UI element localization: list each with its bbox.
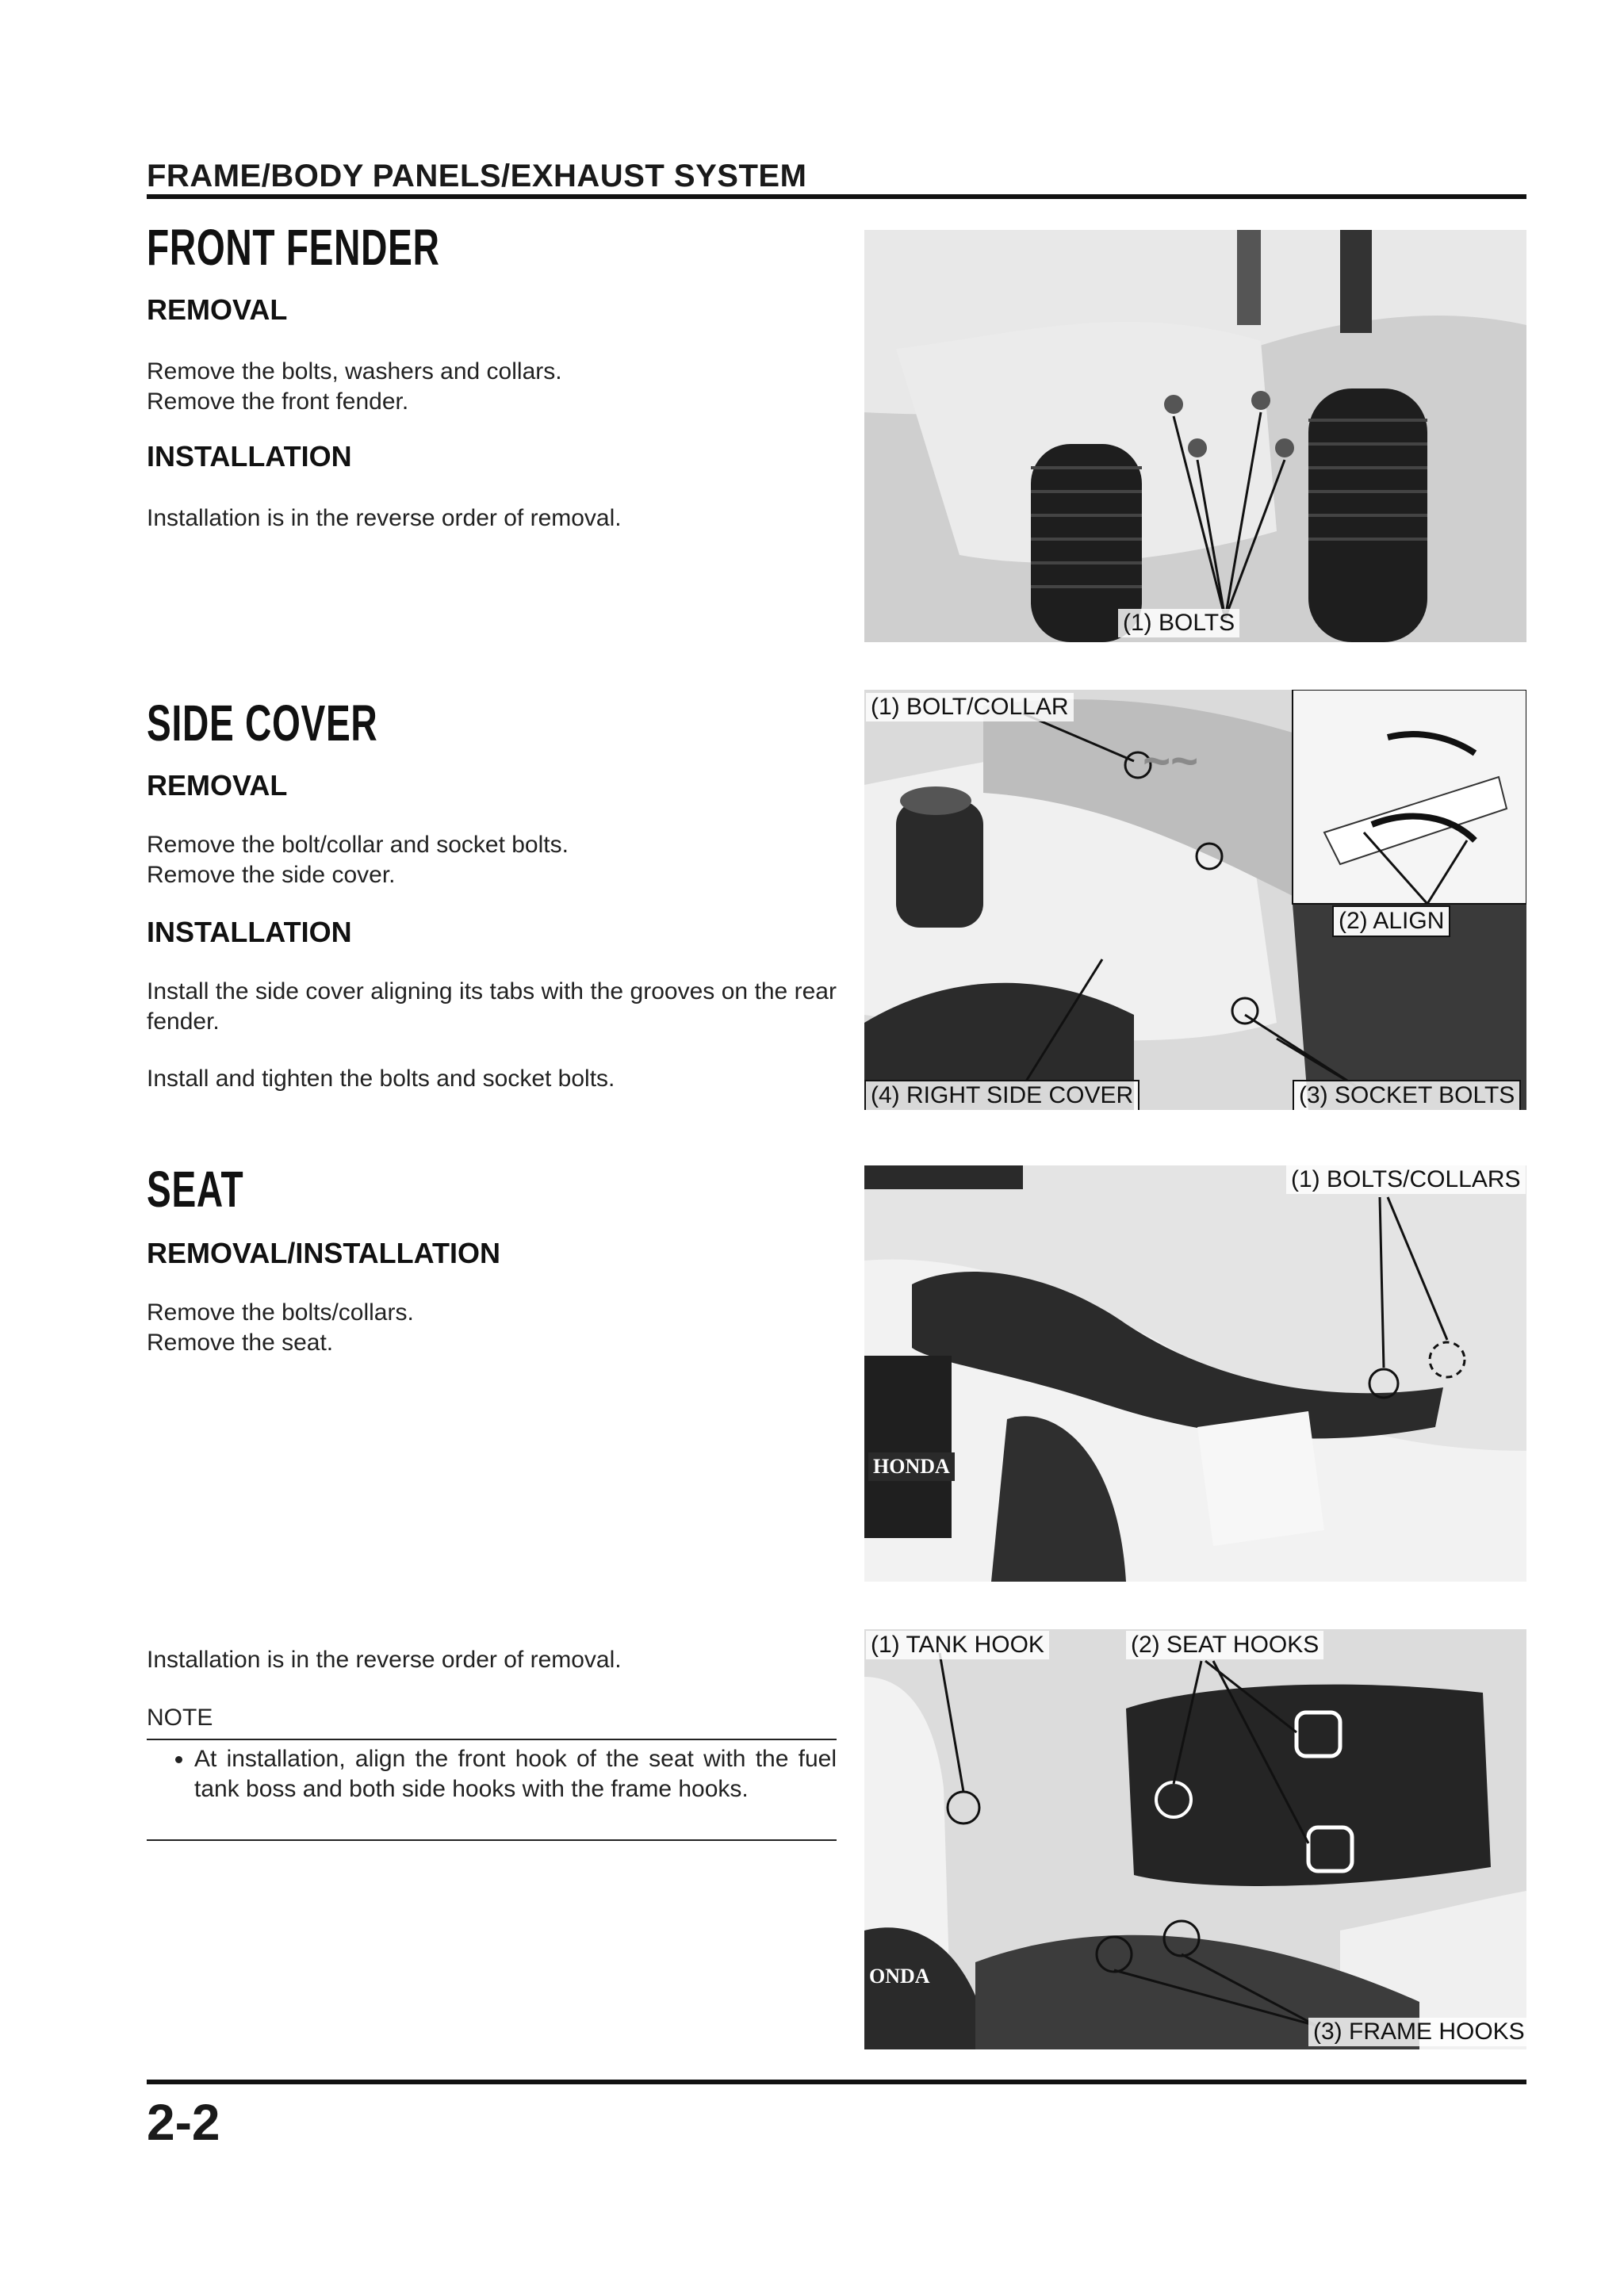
seat-hooks-label: (2) SEAT HOOKS: [1126, 1631, 1323, 1659]
footer-rule: [147, 2080, 1526, 2084]
note-body: [147, 1744, 837, 1804]
side-cover-installation-line: Install and tighten the bolts and socket bolts.: [147, 1066, 615, 1092]
note-heading: NOTE: [147, 1705, 213, 1731]
seat-title: SEAT: [147, 1161, 244, 1218]
side-cover-align-label: (2) ALIGN: [1332, 905, 1450, 937]
seat-hooks-photo: [864, 1629, 1526, 2049]
note-bottom-rule: [147, 1839, 837, 1841]
side-cover-illustration: [864, 690, 1526, 1110]
seat-removal-line: Remove the seat.: [147, 1330, 334, 1356]
seat-installation-line: Installation is in the reverse order of removal.: [147, 1647, 622, 1673]
seat-hooks-illustration: [864, 1629, 1526, 2049]
seat-installation-text: [147, 1645, 845, 1675]
side-cover-bolt-collar-label: (1) BOLT/COLLAR: [866, 693, 1074, 721]
front-fender-installation-text: [147, 503, 845, 534]
seat-hooks-brand-decal: ONDA: [864, 1962, 935, 1991]
front-fender-removal-line: Remove the bolts, washers and collars.: [147, 358, 562, 385]
front-fender-installation-heading: INSTALLATION: [147, 440, 352, 473]
side-cover-socket-bolts-label: (3) SOCKET BOLTS: [1293, 1080, 1521, 1110]
chapter-title: FRAME/BODY PANELS/EXHAUST SYSTEM: [147, 159, 807, 193]
front-fender-illustration: [864, 230, 1526, 642]
front-fender-photo: [864, 230, 1526, 642]
seat-photo: [864, 1165, 1526, 1582]
side-cover-right-side-cover-label: (4) RIGHT SIDE COVER: [864, 1080, 1139, 1110]
front-fender-installation-line: Installation is in the reverse order of removal.: [147, 505, 622, 531]
side-cover-installation-heading: INSTALLATION: [147, 916, 352, 948]
seat-brand-decal: HONDA: [868, 1452, 955, 1481]
side-cover-title: SIDE COVER: [147, 695, 378, 752]
seat-heading: REMOVAL/INSTALLATION: [147, 1237, 500, 1269]
seat-removal-illustration: [864, 1165, 1526, 1582]
seat-bolts-collars-label: (1) BOLTS/COLLARS: [1286, 1165, 1526, 1194]
front-fender-removal-line: Remove the front fender.: [147, 388, 409, 415]
side-cover-installation-text: [147, 977, 837, 1094]
frame-hooks-label: (3) FRAME HOOKS: [1308, 2018, 1526, 2046]
side-cover-removal-line: Remove the side cover.: [147, 862, 396, 888]
front-fender-bolts-label: (1) BOLTS: [1118, 609, 1239, 637]
note-item: • At installation, align the front hook of the seat with the fuel tank boss and both side hooks with the frame hooks.: [194, 1744, 837, 1804]
seat-removal-text: [147, 1298, 845, 1358]
side-cover-removal-text: [147, 830, 845, 890]
side-cover-installation-line: Install the side cover aligning its tabs with the grooves on the rear fender.: [147, 978, 837, 1035]
page-number: 2-2: [147, 2094, 220, 2151]
tank-hook-label: (1) TANK HOOK: [866, 1631, 1049, 1659]
side-cover-removal-line: Remove the bolt/collar and socket bolts.: [147, 832, 569, 858]
side-cover-decal: ~~: [1142, 734, 1198, 787]
seat-removal-line: Remove the bolts/collars.: [147, 1299, 414, 1326]
front-fender-title: FRONT FENDER: [147, 219, 440, 276]
front-fender-removal-text: [147, 357, 845, 417]
side-cover-removal-heading: REMOVAL: [147, 769, 288, 802]
front-fender-removal-heading: REMOVAL: [147, 293, 288, 326]
side-cover-photo: [864, 690, 1526, 1110]
note-top-rule: [147, 1739, 837, 1740]
header-rule: [147, 194, 1526, 199]
